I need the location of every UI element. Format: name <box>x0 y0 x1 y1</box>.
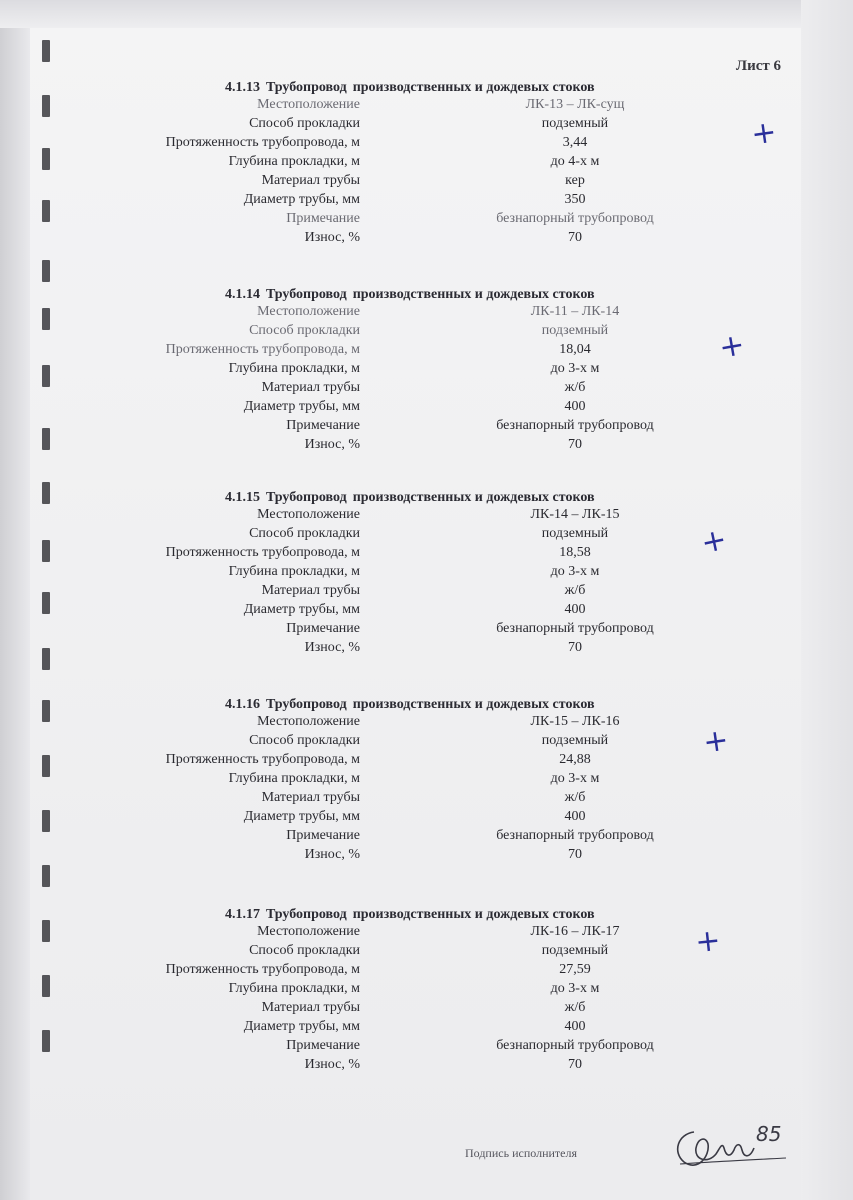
section-title <box>225 287 595 303</box>
row-label: Износ, % <box>304 847 360 862</box>
row-label: Глубина прокладки, м <box>228 981 360 996</box>
row-wear <box>0 1057 853 1076</box>
punch-mark <box>42 482 50 504</box>
row-location <box>0 507 853 526</box>
row-value: до 3-х м <box>550 981 600 996</box>
row-label: Способ прокладки <box>249 943 360 958</box>
row-label: Протяженность трубопровода, м <box>165 342 360 357</box>
row-value: ЛК-11 – ЛК-14 <box>530 304 620 319</box>
section-title <box>225 80 595 96</box>
row-value: 400 <box>564 602 586 617</box>
row-label: Примечание <box>286 211 360 226</box>
row-label: Способ прокладки <box>249 323 360 338</box>
row-label: Диаметр трубы, мм <box>243 399 360 414</box>
row-value: 400 <box>564 1019 586 1034</box>
row-label: Диаметр трубы, мм <box>243 1019 360 1034</box>
row-value: 70 <box>568 230 582 245</box>
row-value: ж/б <box>564 790 586 805</box>
section-number: 4.1.14 <box>225 287 260 302</box>
punch-mark <box>42 865 50 887</box>
row-label: Способ прокладки <box>249 526 360 541</box>
section-title-a: Трубопровод <box>266 697 347 712</box>
row-laying-method <box>0 116 853 135</box>
row-value: 3,44 <box>562 135 588 150</box>
row-value: подземный <box>541 526 609 541</box>
row-value: 350 <box>564 192 586 207</box>
signature-number: 85 <box>756 1122 782 1146</box>
scan-edge-top <box>0 0 853 28</box>
row-value: безнапорный трубопровод <box>496 418 654 433</box>
handwritten-plus-mark: + <box>716 327 748 366</box>
handwritten-plus-mark: + <box>701 722 731 761</box>
section-title-a: Трубопровод <box>266 80 347 95</box>
row-depth <box>0 564 853 583</box>
row-wear <box>0 230 853 249</box>
row-value: ЛК-16 – ЛК-17 <box>530 924 620 939</box>
row-label: Протяженность трубопровода, м <box>165 962 360 977</box>
row-label: Износ, % <box>304 640 360 655</box>
row-label: Глубина прокладки, м <box>228 154 360 169</box>
section-title-a: Трубопровод <box>266 287 347 302</box>
row-value: подземный <box>541 943 609 958</box>
row-label: Износ, % <box>304 230 360 245</box>
row-value: подземный <box>541 116 609 131</box>
row-value: до 3-х м <box>550 564 600 579</box>
section-number: 4.1.15 <box>225 490 260 505</box>
row-value: ЛК-15 – ЛК-16 <box>530 714 620 729</box>
row-label: Материал трубы <box>261 583 360 598</box>
row-length <box>0 135 853 154</box>
row-depth <box>0 154 853 173</box>
row-label: Местоположение <box>257 97 360 112</box>
row-label: Протяженность трубопровода, м <box>165 752 360 767</box>
row-label: Диаметр трубы, мм <box>243 602 360 617</box>
row-value: 70 <box>568 437 582 452</box>
row-value: ж/б <box>564 380 586 395</box>
row-value: 70 <box>568 847 582 862</box>
row-label: Примечание <box>286 1038 360 1053</box>
section-title-a: Трубопровод <box>266 907 347 922</box>
row-label: Примечание <box>286 621 360 636</box>
row-value: подземный <box>541 733 609 748</box>
row-diameter <box>0 602 853 621</box>
row-label: Местоположение <box>257 304 360 319</box>
row-value: 70 <box>568 1057 582 1072</box>
row-note <box>0 621 853 640</box>
punch-mark <box>42 40 50 62</box>
row-value: 27,59 <box>559 962 591 977</box>
row-label: Диаметр трубы, мм <box>243 192 360 207</box>
row-material <box>0 1000 853 1019</box>
row-diameter <box>0 1019 853 1038</box>
row-wear <box>0 640 853 659</box>
section-title-b: производственных и дождевых стоков <box>352 697 595 712</box>
row-label: Примечание <box>286 418 360 433</box>
row-note <box>0 828 853 847</box>
row-value: ЛК-14 – ЛК-15 <box>530 507 620 522</box>
row-note <box>0 211 853 230</box>
signature-label: Подпись исполнителя <box>465 1146 577 1160</box>
row-value: безнапорный трубопровод <box>496 828 654 843</box>
handwritten-plus-mark: + <box>697 521 730 562</box>
row-value: безнапорный трубопровод <box>496 1038 654 1053</box>
row-label: Износ, % <box>304 1057 360 1072</box>
section-title-b: производственных и дождевых стоков <box>352 907 595 922</box>
sheet-number: Лист 6 <box>735 58 781 74</box>
row-material <box>0 380 853 399</box>
row-label: Глубина прокладки, м <box>228 771 360 786</box>
section-title <box>225 907 595 923</box>
section-title <box>225 697 595 713</box>
handwritten-plus-mark: + <box>749 114 779 153</box>
row-value: 400 <box>564 809 586 824</box>
row-laying-method <box>0 943 853 962</box>
row-material <box>0 583 853 602</box>
handwritten-plus-mark: + <box>693 922 723 961</box>
row-value: 70 <box>568 640 582 655</box>
row-label: Местоположение <box>257 507 360 522</box>
row-value: до 4-х м <box>550 154 600 169</box>
row-value: 24,88 <box>559 752 591 767</box>
row-label: Местоположение <box>257 924 360 939</box>
row-value: безнапорный трубопровод <box>496 211 654 226</box>
row-value: подземный <box>541 323 609 338</box>
row-label: Глубина прокладки, м <box>228 361 360 376</box>
row-diameter <box>0 192 853 211</box>
row-label: Глубина прокладки, м <box>228 564 360 579</box>
row-label: Материал трубы <box>261 173 360 188</box>
row-depth <box>0 981 853 1000</box>
row-note <box>0 418 853 437</box>
row-label: Способ прокладки <box>249 733 360 748</box>
section-number: 4.1.13 <box>225 80 260 95</box>
row-value: до 3-х м <box>550 361 600 376</box>
row-value: 18,04 <box>559 342 591 357</box>
row-label: Местоположение <box>257 714 360 729</box>
row-value: ЛК-13 – ЛК-сущ <box>525 97 625 112</box>
row-value: 400 <box>564 399 586 414</box>
punch-mark <box>42 260 50 282</box>
row-label: Способ прокладки <box>249 116 360 131</box>
row-label: Диаметр трубы, мм <box>243 809 360 824</box>
row-length <box>0 962 853 981</box>
row-location <box>0 304 853 323</box>
row-label: Примечание <box>286 828 360 843</box>
section-title-a: Трубопровод <box>266 490 347 505</box>
row-wear <box>0 437 853 456</box>
row-value: ж/б <box>564 1000 586 1015</box>
row-label: Материал трубы <box>261 1000 360 1015</box>
section-title-b: производственных и дождевых стоков <box>352 287 595 302</box>
row-material <box>0 790 853 809</box>
row-material <box>0 173 853 192</box>
row-value: до 3-х м <box>550 771 600 786</box>
row-label: Протяженность трубопровода, м <box>165 135 360 150</box>
row-value: кер <box>565 173 585 188</box>
executor-signature <box>668 1118 788 1181</box>
row-value: 18,58 <box>559 545 591 560</box>
section-title <box>225 490 595 506</box>
row-wear <box>0 847 853 866</box>
row-value: безнапорный трубопровод <box>496 621 654 636</box>
row-location <box>0 97 853 116</box>
row-label: Материал трубы <box>261 380 360 395</box>
row-diameter <box>0 809 853 828</box>
row-note <box>0 1038 853 1057</box>
row-location <box>0 924 853 943</box>
row-value: ж/б <box>564 583 586 598</box>
section-title-b: производственных и дождевых стоков <box>352 80 595 95</box>
section-title-b: производственных и дождевых стоков <box>352 490 595 505</box>
section-number: 4.1.17 <box>225 907 260 922</box>
section-number: 4.1.16 <box>225 697 260 712</box>
row-diameter <box>0 399 853 418</box>
row-label: Материал трубы <box>261 790 360 805</box>
row-label: Износ, % <box>304 437 360 452</box>
row-label: Протяженность трубопровода, м <box>165 545 360 560</box>
row-depth <box>0 771 853 790</box>
